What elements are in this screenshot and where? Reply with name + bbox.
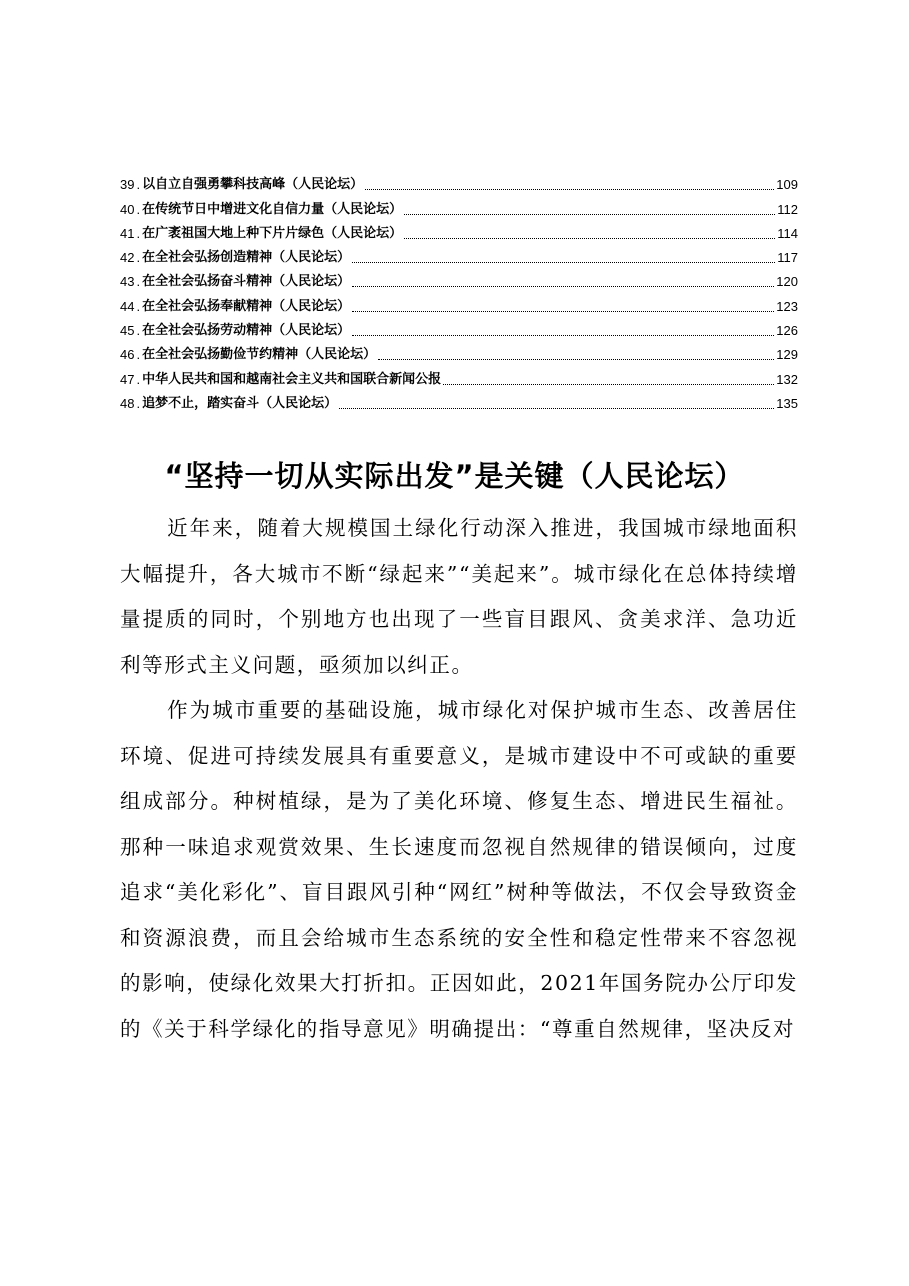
toc-entry[interactable]	[120, 243, 798, 267]
toc-entry-separator: .	[136, 201, 141, 217]
toc-entry-number: 41	[120, 225, 135, 241]
toc-entry-page: 132	[776, 371, 798, 387]
toc-entry-separator: .	[136, 177, 141, 193]
toc-entry-number: 46	[120, 347, 135, 363]
toc-entry[interactable]	[120, 340, 798, 364]
toc-dot-leader	[443, 384, 774, 385]
toc-entry[interactable]	[120, 267, 798, 291]
toc-entry-number: 45	[120, 323, 135, 339]
toc-entry-separator: .	[136, 250, 141, 266]
toc-entry[interactable]	[120, 170, 798, 194]
toc-entry-page: 112	[777, 201, 798, 217]
toc-entry-title: 在传统节日中增进文化自信力量（人民论坛）	[142, 201, 403, 217]
toc-dot-leader	[352, 262, 775, 263]
article-title: “坚持一切从实际出发”是关键（人民论坛）	[164, 459, 745, 494]
toc-dot-leader	[352, 286, 774, 287]
toc-entry-page: 109	[776, 177, 798, 193]
toc-entry-separator: .	[136, 395, 141, 411]
toc-entry-title: 以自立自强勇攀科技高峰（人民论坛）	[142, 177, 364, 193]
toc-entry-title: 中华人民共和国和越南社会主义共和国联合新闻公报	[142, 371, 442, 387]
toc-entry-title: 追梦不止，踏实奋斗（人民论坛）	[142, 395, 338, 411]
toc-entry-number: 42	[120, 250, 135, 266]
toc-entry-number: 44	[120, 298, 135, 314]
toc-dot-leader	[339, 408, 774, 409]
toc-entry-page: 120	[776, 274, 798, 290]
article-body	[120, 506, 798, 1052]
toc-entry-page: 123	[776, 298, 798, 314]
toc-entry[interactable]	[120, 364, 798, 388]
toc-dot-leader	[352, 311, 774, 312]
toc-entry-title: 在广袤祖国大地上种下片片绿色（人民论坛）	[142, 225, 403, 241]
toc-entry-separator: .	[136, 225, 141, 241]
toc-entry-title: 在全社会弘扬创造精神（人民论坛）	[142, 250, 351, 266]
toc-entry[interactable]	[120, 194, 798, 218]
toc-entry-separator: .	[136, 298, 141, 314]
toc-entry-number: 39	[120, 177, 135, 193]
table-of-contents	[120, 170, 798, 413]
article-paragraph: 作为城市重要的基础设施，城市绿化对保护城市生态、改善居住环境、促进可持续发展具有重要意义，是城市建设中不可或缺的重要组成部分。种树植绿，是为了美化环境、修复生态、增进民生福祉。那种一味追求观赏效果、生长速度而忽视自然规律的错误倾向，过度追求“美化彩化”、盲目跟风引种“网红”树种等做法，不仅会导致资金和资源浪费，而且会给城市生态系统的安全性和稳定性带来不容忽视的影响，使绿化效果大打折扣。正因如此，2021年国务院办公厅印发的《关于科学绿化的指导意见》明确提出：“尊重自然规律，坚决反对	[120, 698, 798, 1041]
toc-entry-page: 129	[776, 347, 798, 363]
toc-entry-number: 48	[120, 395, 135, 411]
toc-entry[interactable]	[120, 316, 798, 340]
toc-dot-leader	[404, 238, 775, 239]
toc-entry[interactable]	[120, 389, 798, 413]
toc-dot-leader	[404, 214, 775, 215]
toc-entry-title: 在全社会弘扬劳动精神（人民论坛）	[142, 323, 351, 339]
toc-dot-leader	[365, 189, 774, 190]
toc-entry-page: 135	[776, 395, 798, 411]
toc-entry-title: 在全社会弘扬奋斗精神（人民论坛）	[142, 274, 351, 290]
toc-entry[interactable]	[120, 291, 798, 315]
toc-entry-page: 126	[776, 323, 798, 339]
toc-entry-number: 43	[120, 274, 135, 290]
toc-entry-title: 在全社会弘扬奉献精神（人民论坛）	[142, 298, 351, 314]
toc-entry-page: 114	[777, 225, 798, 241]
toc-entry-page: 117	[777, 250, 798, 266]
toc-entry-separator: .	[136, 371, 141, 387]
toc-entry-title: 在全社会弘扬勤俭节约精神（人民论坛）	[142, 347, 377, 363]
toc-entry-separator: .	[136, 274, 141, 290]
toc-dot-leader	[352, 335, 774, 336]
toc-entry-number: 40	[120, 201, 135, 217]
toc-entry-separator: .	[136, 323, 141, 339]
toc-entry-separator: .	[136, 347, 141, 363]
toc-entry[interactable]	[120, 219, 798, 243]
toc-entry-number: 47	[120, 371, 135, 387]
toc-dot-leader	[378, 359, 774, 360]
article-paragraph: 近年来，随着大规模国土绿化行动深入推进，我国城市绿地面积大幅提升，各大城市不断“绿起来”“美起来”。城市绿化在总体持续增量提质的同时，个别地方也出现了一些盲目跟风、贪美求洋、急功近利等形式主义问题，亟须加以纠正。	[120, 516, 798, 677]
